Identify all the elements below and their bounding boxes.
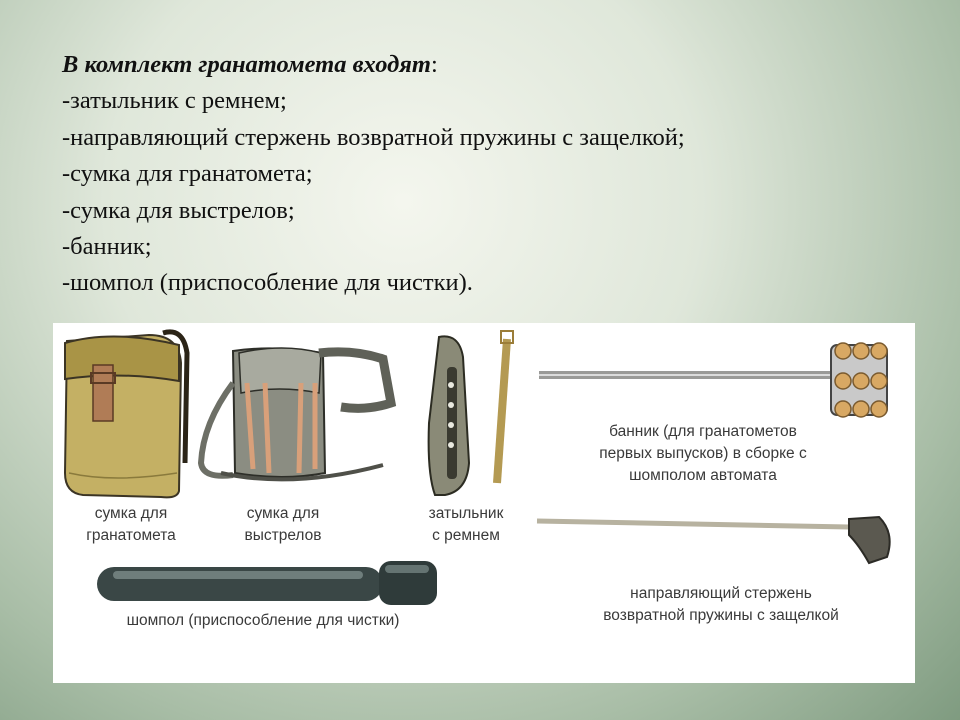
caption-butt-plate-line-1: затыльник (428, 505, 504, 522)
list-item-guide-rod: -направляющий стержень возвратной пружины с защелкой; (62, 123, 685, 151)
caption-shot-bag-line-1: сумка для (246, 505, 320, 522)
shot-bag-drawing (201, 348, 391, 479)
caption-cleaning-rod-line-1: шомпол (приспособление для чистки) (126, 612, 400, 629)
caption-guide-rod (551, 583, 891, 627)
caption-cleaning-rod (83, 610, 443, 632)
slide-text-block (62, 47, 922, 302)
butt-plate-drawing (429, 331, 513, 495)
list-item-butt-plate: -затыльник с ремнем; (62, 87, 287, 115)
heading-colon: : (430, 51, 438, 78)
caption-bore-brush-line-2: первых выпусков) в сборке с (599, 445, 807, 462)
launcher-bag-drawing (65, 332, 187, 498)
caption-shot-bag (223, 503, 343, 547)
list-item-bore-brush: -банник; (62, 233, 152, 261)
caption-shot-bag-line-2: выстрелов (244, 527, 322, 544)
caption-guide-rod-line-2: возвратной пружины с защелкой (603, 607, 839, 624)
list-item-cleaning-rod: -шомпол (приспособление для чистки). (62, 269, 473, 297)
heading-line (62, 47, 922, 83)
caption-launcher-bag-line-2: гранатомета (86, 527, 176, 544)
caption-butt-plate-line-2: с ремнем (432, 527, 500, 544)
list-item-shot-bag: -сумка для выстрелов; (62, 196, 295, 224)
guide-rod-drawing (537, 517, 890, 563)
caption-guide-rod-line-1: направляющий стержень (630, 585, 812, 602)
caption-bore-brush-line-1: банник (для гранатометов (609, 423, 797, 440)
bore-brush-drawing (539, 343, 887, 417)
list-item-launcher-bag: -сумка для гранатомета; (62, 160, 313, 188)
caption-butt-plate (411, 503, 521, 547)
caption-bore-brush (553, 421, 853, 487)
equipment-illustration (53, 323, 915, 683)
caption-launcher-bag (71, 503, 191, 547)
caption-launcher-bag-line-1: сумка для (94, 505, 168, 522)
heading-text: В комплект гранатомета входят (62, 51, 431, 78)
caption-bore-brush-line-3: шомполом автомата (629, 467, 777, 484)
cleaning-rod-drawing (97, 561, 437, 605)
